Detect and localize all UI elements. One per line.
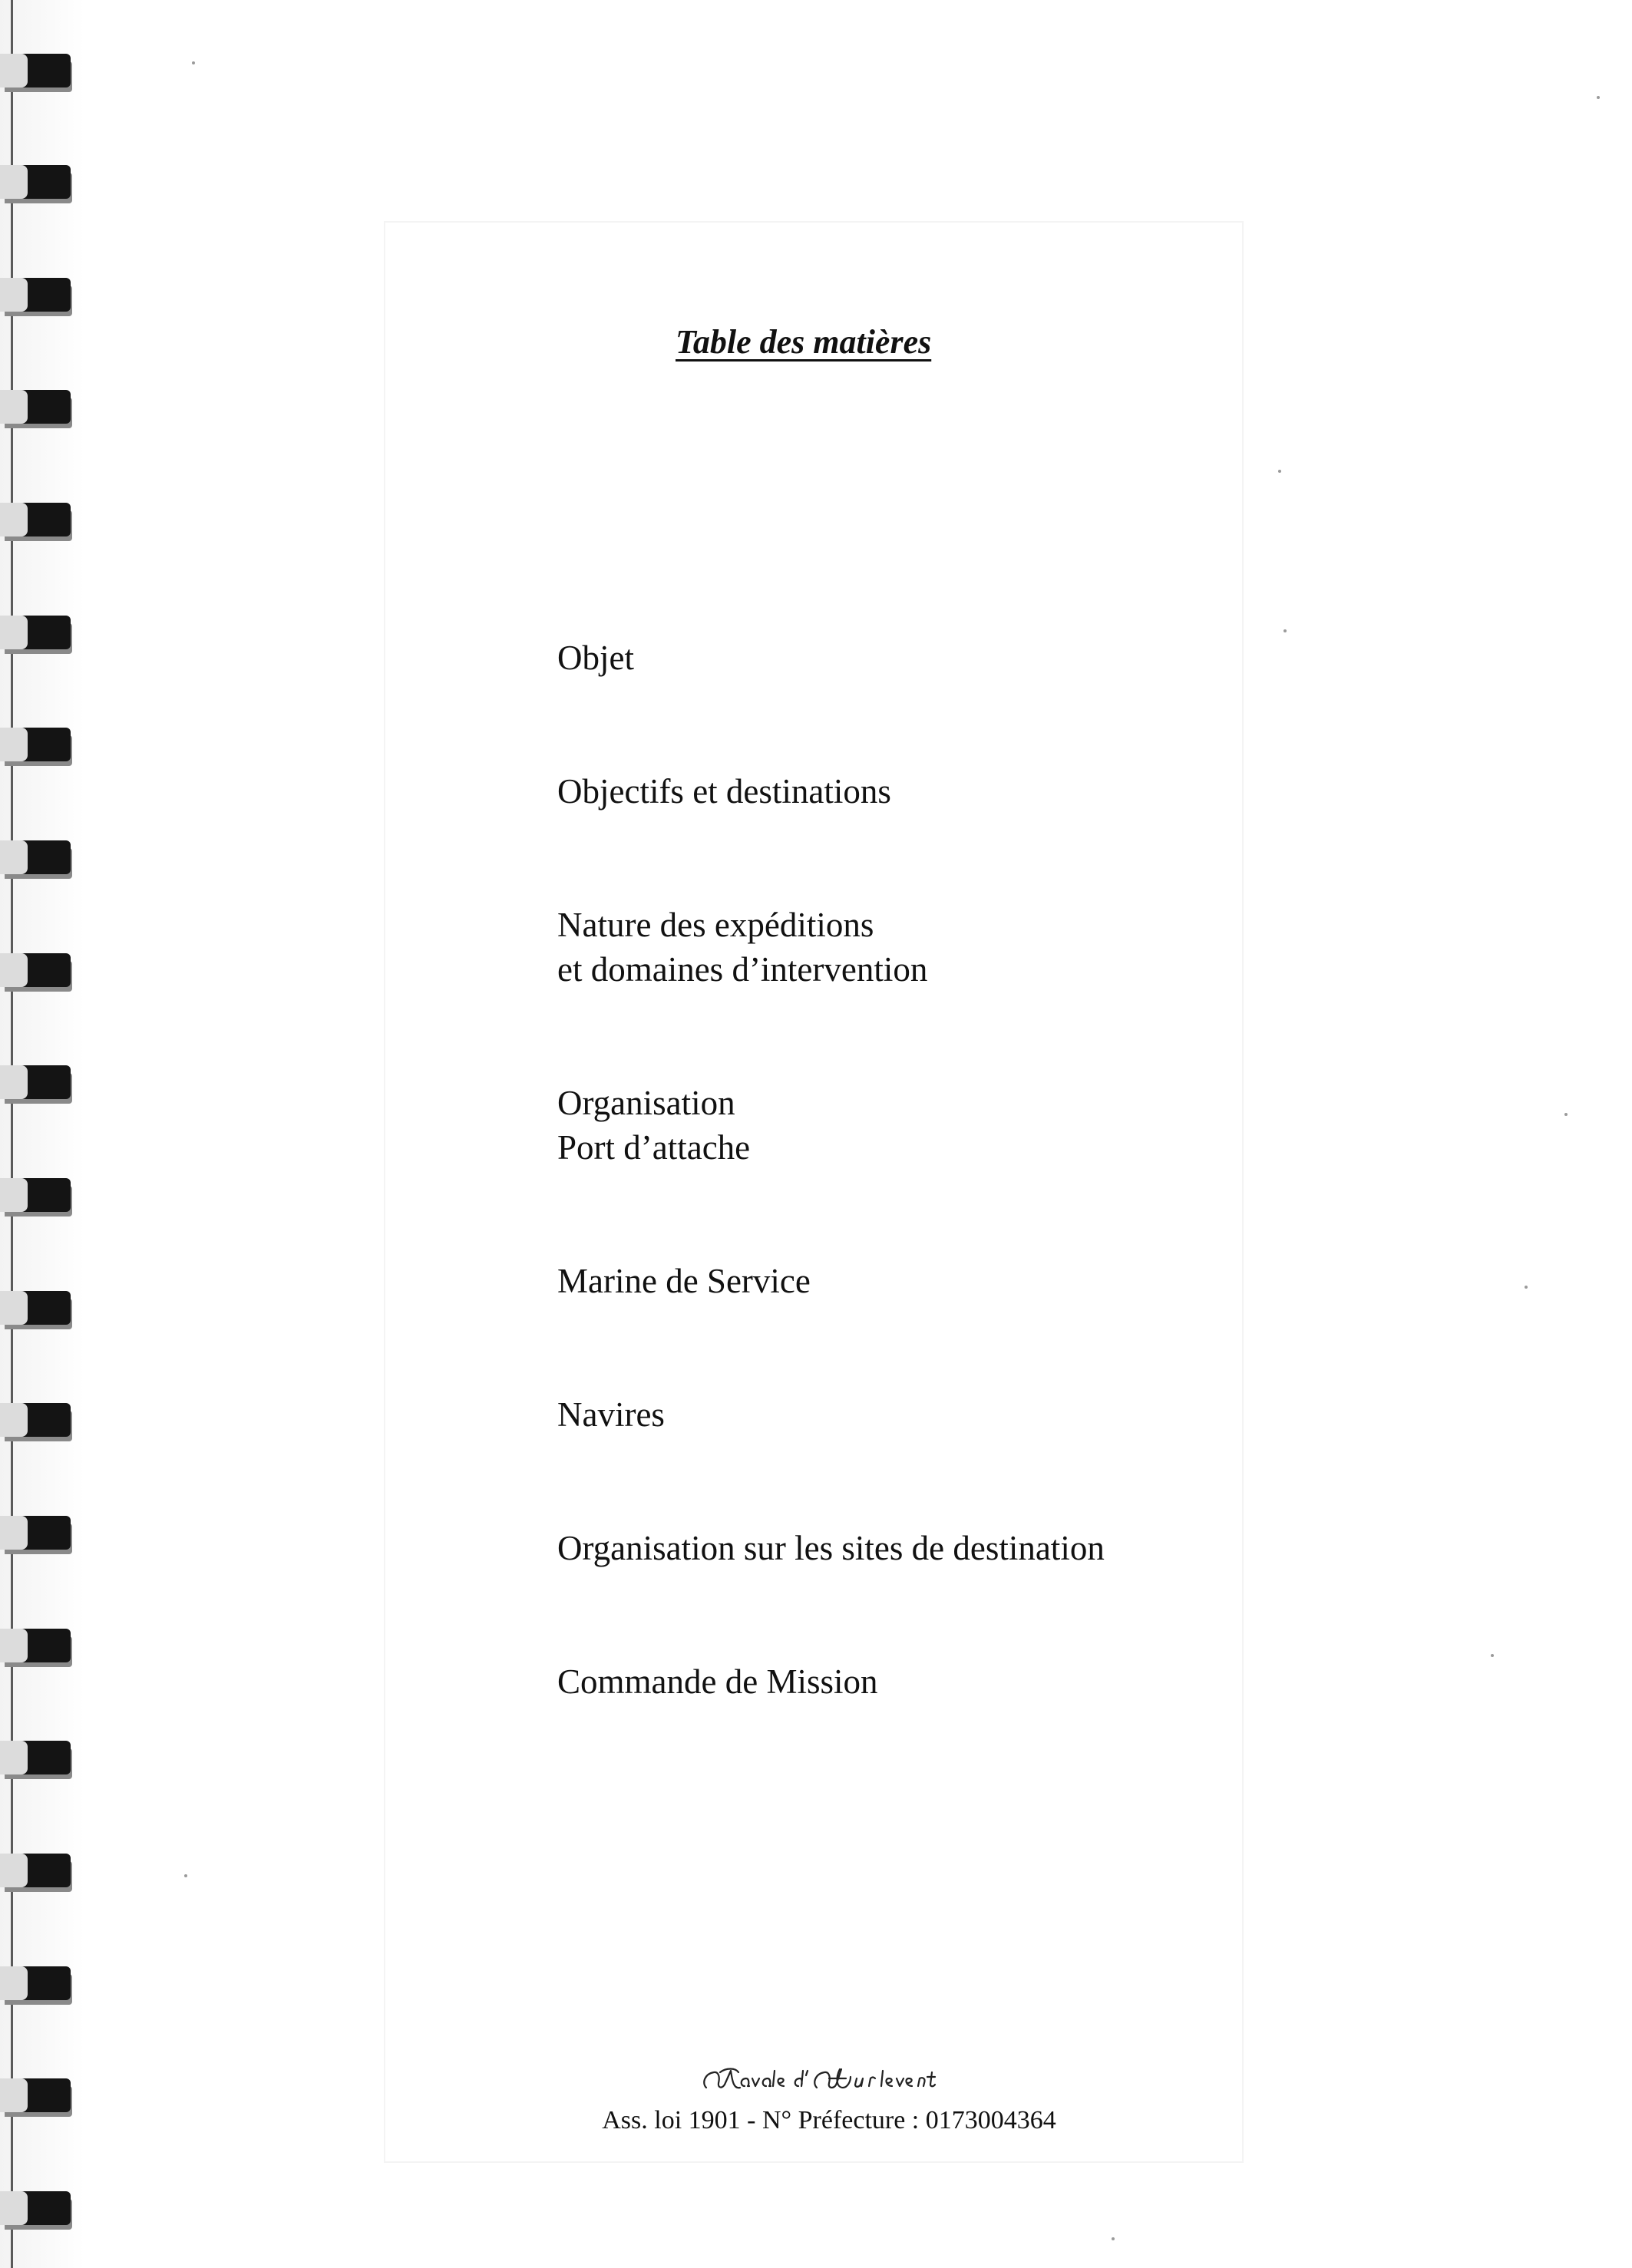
binding-tooth — [0, 165, 71, 199]
binding-tooth — [0, 278, 71, 312]
toc-entry-nature — [557, 903, 927, 992]
association-logo-script — [700, 2062, 961, 2101]
binding-tooth — [0, 1629, 71, 1662]
scan-speck — [192, 61, 195, 64]
toc-entry-commande-de-mission — [557, 1659, 877, 1704]
toc-entry-label: Commande de Mission — [557, 1662, 878, 1701]
binding-tooth — [0, 1854, 71, 1887]
binding-tooth — [0, 503, 71, 536]
toc-entry-label: Navires — [557, 1395, 665, 1434]
binding-tooth — [0, 54, 71, 87]
toc-entry-label: Nature des expéditions — [557, 906, 874, 944]
toc-entry-label: Organisation — [557, 1084, 735, 1122]
scan-speck — [1278, 470, 1281, 473]
page-title: Table des matières — [676, 323, 932, 361]
toc-entry-label: Objet — [557, 639, 634, 677]
binding-tooth — [0, 1178, 71, 1212]
toc-entry-organisation-sites — [557, 1526, 1105, 1570]
toc-entry-organisation — [557, 1081, 750, 1170]
toc-entry-navires — [557, 1392, 665, 1437]
binding-tooth — [0, 1403, 71, 1437]
binding-tooth — [0, 1065, 71, 1099]
scan-speck — [1564, 1113, 1568, 1116]
scan-speck — [1283, 629, 1287, 632]
toc-entry-marine-de-service — [557, 1259, 811, 1303]
spiral-binding — [0, 0, 84, 2268]
binding-tooth — [0, 840, 71, 874]
binding-tooth — [0, 1291, 71, 1325]
association-registration: Ass. loi 1901 - N° Préfecture : 0173004364 — [602, 2106, 1056, 2134]
binding-tooth — [0, 1516, 71, 1550]
scan-speck — [1112, 2237, 1115, 2240]
binding-tooth — [0, 728, 71, 761]
binding-tooth — [0, 1741, 71, 1774]
toc-entry-label: et domaines d’intervention — [557, 950, 928, 989]
inner-page-outline — [384, 221, 1244, 2163]
scan-speck — [184, 1874, 187, 1877]
scan-speck — [1491, 1654, 1494, 1657]
binding-tooth — [0, 953, 71, 987]
toc-entry-label: Port d’attache — [557, 1128, 751, 1167]
toc-entry-objet — [557, 636, 634, 680]
toc-entry-label: Marine de Service — [557, 1262, 811, 1300]
binding-tooth — [0, 390, 71, 424]
binding-tooth — [0, 616, 71, 649]
toc-entry-label: Objectifs et destinations — [557, 772, 891, 810]
toc-entry-label: Organisation sur les sites de destination — [557, 1529, 1105, 1567]
binding-spine — [11, 0, 13, 2268]
scan-speck — [1597, 96, 1600, 99]
toc-entry-objectifs — [557, 769, 891, 814]
binding-tooth — [0, 1966, 71, 2000]
binding-tooth — [0, 2191, 71, 2225]
scan-speck — [1525, 1286, 1528, 1289]
association-logo — [700, 2062, 961, 2101]
